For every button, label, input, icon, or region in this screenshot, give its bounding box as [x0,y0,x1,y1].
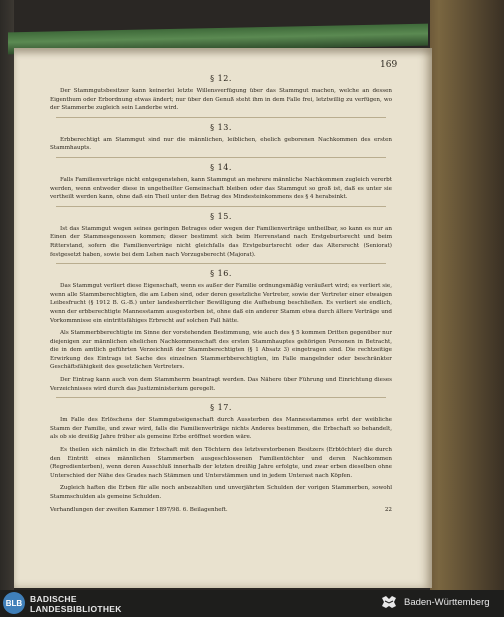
section-heading: § 17. [210,403,232,413]
paragraph: Ist das Stammgut wegen seines geringen Betrages oder wegen der Familienverträge untheilbar, so kann es nur an Einen der Stammesgenossen kommen; dieser bestimmt sich beim Herrenstand nach Erstgeburtsrecht und beim Ritterstand, sofern die Familienverträge nicht gleichfalls das Erstgeburtsrecht oder das Altersrecht (Seniorat) festgesetzt haben, sowie bei dem Lehen nach Vorzugsberecht (Majorat). [50,225,392,258]
library-name[interactable] [30,594,122,614]
state-name[interactable]: Baden-Württemberg [404,597,490,608]
blb-logo[interactable]: BLB [3,592,25,614]
paragraph: Falls Familienverträge nicht entgegenstehen, kann Stammgut an mehrere männliche Nachkommen zugleich vererbt werden, wenn entweder diese in ungetheilter Gemeinschaft bleiben oder das Stammgut so groß ist, daß es unter sie vertheilt werden kann, ohne daß ein Theil unter den Betrag des Mindesteinkommens des § 4 herabsinkt. [50,176,392,201]
page-footer [50,506,392,514]
paragraph: Erbberechtigt am Stammgut sind nur die männlichen, leiblichen, ehelich geborenen Nachkommen des ersten Stammhaupts. [50,136,392,152]
section-heading: § 15. [210,211,232,221]
section-divider [56,117,386,118]
paragraph: Der Stammgutsbesitzer kann keinerlei letzte Willensverfügung über das Stammgut machen, welche an dessen Eigenthum oder Erbordnung etwas ändert; nur über den Genuß steht ihm in dem Falle frei, letztwillig zu verfügen, wo der Stammerbe zugleich sein Landerbe wird. [50,88,392,112]
paragraph: Das Stammgut verliert diese Eigenschaft, wenn es außer der Familie ordnungsmäßig veräußert wird; es verliert sie, wenn alle Stammberechtigten, die am Leben sind, oder deren gesetzliche Vertreter, sowie der Vertreter einer etwaigen Leibesfrucht (§ 1912 B. G.-B.) unter landesherrlicher Bewilligung die Aufhebung beschließen. Es verliert sie endlich, wenn der erbberechtigte Mannesstamm ausgestorben ist, ohne daß ein anderer Stamm etwa durch ältere Verträge und Vorkommnisse ein eintrittsfähiges Erbrecht auf solchen Fall hätte. [50,283,392,324]
paragraph: Es theilen sich nämlich in die Erbschaft mit den Töchtern des letztverstorbenen Besitzers (Erbtöchter) die durch den Eintritt eines männlichen Stammerben ausgeschlossenen Familientöchter und deren Nachkommen (Regredienterben), wenn deren Ausschluß innerhalb der letzten dreißig Jahre erfolgte, und zwar erben dieselben ohne Unterschied der Nähe des Grades nach Stämmen und Unterstämmen und in jedem Unterast nach Köpfen. [50,447,392,479]
baden-wuerttemberg-emblem-icon [378,592,400,614]
section-divider [56,397,386,398]
section-divider [56,263,386,264]
section-heading: § 16. [210,269,232,279]
section-heading: § 12. [210,74,232,83]
library-name-line1: BADISCHE [30,594,77,604]
section-heading: § 14. [210,162,232,172]
book-left-edge [0,0,14,590]
paragraph: Im Falle des Erlöschens der Stammgutseigenschaft durch Aussterben des Mannesstammes erbt der weibliche Stamm der Familie, und zwar wird, falls die Familienverträge nichts Anderes bestimmen, die Erbschaft so behandelt, als ob sie dreißig Jahre früher als gemeine Erbe eröffnet worden wäre. [50,417,392,441]
book-fore-edge [430,0,504,590]
paragraph: Der Eintrag kann auch von dem Stammherrn beantragt werden. Das Nähere über Führung und Einrichtung dieses Verzeichnisses wird durch das Justizministerium geregelt. [50,377,392,392]
footer-sheet-number: 22 [384,506,392,513]
paragraph: Zugleich haften die Erben für alle noch anbezahlten und unverjährten Schulden der vorigen Stammerben, sowohl Stammschulden als gemeine Schulden. [50,485,392,500]
library-name-line2: LANDESBIBLIOTHEK [30,604,122,614]
page-number: 169 [380,60,398,70]
footer-source: Verhandlungen der zweiten Kammer 1897/98. 6. Beilagenheft. [50,506,228,513]
page-text [50,70,392,514]
section-divider [56,206,386,207]
paragraph: Als Stammerbberechtigte im Sinne der vorstehenden Bestimmung, wie auch des § 5 kommen Dritten gegenüber nur diejenigen zur männlichen ehelichen Nachkommenschaft des ersten Stammhauptes gehörigen Personen in Betracht, die in dem amtlich geführten Verzeichniß der Stammberechtigten (§ 1 Absatz 3) eingetragen sind. Die rechtzeitige Erwirkung des Eintrags ist Sache des einzelnen Stammerbberechtigten, im Falle mangelnder oder beschränkter Geschäftsfähigkeit des gesetzlichen Vertreters. [50,330,392,371]
section-divider [56,157,386,158]
section-heading: § 13. [210,122,232,132]
